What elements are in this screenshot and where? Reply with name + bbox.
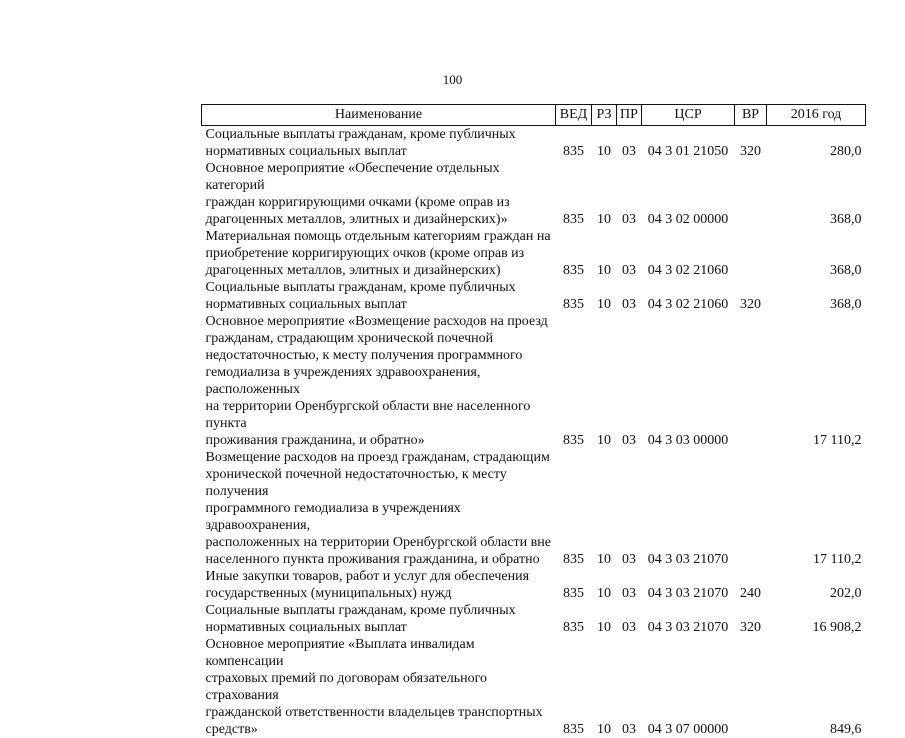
row-name-line: гражданской ответственности владельцев транспортных: [206, 704, 556, 721]
row-name: [202, 228, 556, 279]
table-row: [202, 160, 866, 228]
row-csr: 04 3 07 00000: [642, 636, 735, 738]
row-name: [202, 279, 556, 313]
row-pr: 03: [617, 636, 642, 738]
row-vr: [735, 160, 767, 228]
row-vr: 240: [735, 568, 767, 602]
row-ved: 835: [556, 228, 592, 279]
header-pr: ПР: [617, 105, 642, 126]
row-name: [202, 313, 556, 449]
row-csr: 04 3 01 21050: [642, 126, 735, 161]
row-rz: 10: [592, 126, 617, 161]
row-vr: 320: [735, 126, 767, 161]
row-csr: 04 3 02 21060: [642, 228, 735, 279]
table-row: [202, 636, 866, 738]
row-ved: 835: [556, 160, 592, 228]
row-ved: 835: [556, 126, 592, 161]
header-name: Наименование: [202, 105, 556, 126]
row-pr: 03: [617, 279, 642, 313]
row-csr: 04 3 03 21070: [642, 602, 735, 636]
row-csr: 04 3 03 21070: [642, 449, 735, 568]
row-name-line: проживания гражданина, и обратно»: [206, 432, 556, 449]
row-ved: 835: [556, 602, 592, 636]
row-name-line: Материальная помощь отдельным категориям граждан на: [206, 228, 556, 245]
table-body: [202, 126, 866, 738]
page-number: 100: [0, 72, 905, 88]
budget-table: [201, 104, 866, 738]
table-row: [202, 449, 866, 568]
row-name: [202, 568, 556, 602]
row-name: [202, 160, 556, 228]
header-ved: ВЕД: [556, 105, 592, 126]
row-amount: 202,0: [767, 568, 866, 602]
table-row: [202, 568, 866, 602]
row-name-line: гемодиализа в учреждениях здравоохранения, расположенных: [206, 364, 556, 398]
row-name-line: нормативных социальных выплат: [206, 143, 556, 160]
row-amount: 16 908,2: [767, 602, 866, 636]
row-rz: 10: [592, 636, 617, 738]
row-amount: 368,0: [767, 228, 866, 279]
table-row: [202, 228, 866, 279]
header-amount: 2016 год: [767, 105, 866, 126]
row-vr: [735, 636, 767, 738]
row-ved: 835: [556, 449, 592, 568]
row-csr: 04 3 02 21060: [642, 279, 735, 313]
row-name: [202, 126, 556, 161]
row-rz: 10: [592, 568, 617, 602]
row-name-line: Возмещение расходов на проезд гражданам, страдающим: [206, 449, 556, 466]
row-rz: 10: [592, 449, 617, 568]
row-amount: 280,0: [767, 126, 866, 161]
row-name-line: нормативных социальных выплат: [206, 619, 556, 636]
row-name-line: хронической почечной недостаточностью, к месту получения: [206, 466, 556, 500]
row-name-line: Основное мероприятие «Обеспечение отдельных категорий: [206, 160, 556, 194]
row-vr: 320: [735, 279, 767, 313]
row-name-line: граждан корригирующими очками (кроме оправ из: [206, 194, 556, 211]
row-name-line: Основное мероприятие «Возмещение расходов на проезд: [206, 313, 556, 330]
row-rz: 10: [592, 279, 617, 313]
row-ved: 835: [556, 568, 592, 602]
header-rz: РЗ: [592, 105, 617, 126]
row-pr: 03: [617, 602, 642, 636]
row-ved: 835: [556, 313, 592, 449]
row-name-line: населенного пункта проживания гражданина, и обратно: [206, 551, 556, 568]
row-name-line: государственных (муниципальных) нужд: [206, 585, 556, 602]
row-csr: 04 3 03 00000: [642, 313, 735, 449]
row-name-line: драгоценных металлов, элитных и дизайнерских): [206, 262, 556, 279]
table-row: [202, 279, 866, 313]
row-vr: [735, 228, 767, 279]
row-name-line: Основное мероприятие «Выплата инвалидам компенсации: [206, 636, 556, 670]
row-pr: 03: [617, 313, 642, 449]
row-csr: 04 3 02 00000: [642, 160, 735, 228]
row-name-line: программного гемодиализа в учреждениях здравоохранения,: [206, 500, 556, 534]
row-name-line: гражданам, страдающим хронической почечной: [206, 330, 556, 347]
row-amount: 17 110,2: [767, 313, 866, 449]
row-name-line: драгоценных металлов, элитных и дизайнерских)»: [206, 211, 556, 228]
row-name: [202, 636, 556, 738]
row-name-line: расположенных на территории Оренбургской области вне: [206, 534, 556, 551]
row-name-line: Социальные выплаты гражданам, кроме публичных: [206, 279, 556, 296]
row-rz: 10: [592, 313, 617, 449]
row-amount: 368,0: [767, 279, 866, 313]
table-row: [202, 126, 866, 161]
row-rz: 10: [592, 228, 617, 279]
table-header-row: [202, 105, 866, 126]
row-pr: 03: [617, 449, 642, 568]
row-pr: 03: [617, 568, 642, 602]
row-amount: 17 110,2: [767, 449, 866, 568]
row-pr: 03: [617, 160, 642, 228]
header-csr: ЦСР: [642, 105, 735, 126]
row-amount: 849,6: [767, 636, 866, 738]
row-vr: 320: [735, 602, 767, 636]
row-csr: 04 3 03 21070: [642, 568, 735, 602]
row-vr: [735, 449, 767, 568]
table-row: [202, 313, 866, 449]
row-name-line: недостаточностью, к месту получения программного: [206, 347, 556, 364]
row-name-line: Социальные выплаты гражданам, кроме публичных: [206, 126, 556, 143]
row-amount: 368,0: [767, 160, 866, 228]
row-name-line: Иные закупки товаров, работ и услуг для обеспечения: [206, 568, 556, 585]
row-name-line: Социальные выплаты гражданам, кроме публичных: [206, 602, 556, 619]
row-name-line: страховых премий по договорам обязательного страхования: [206, 670, 556, 704]
row-name-line: на территории Оренбургской области вне населенного пункта: [206, 398, 556, 432]
header-vr: ВР: [735, 105, 767, 126]
row-pr: 03: [617, 228, 642, 279]
row-name: [202, 602, 556, 636]
table-row: [202, 602, 866, 636]
row-name: [202, 449, 556, 568]
row-pr: 03: [617, 126, 642, 161]
row-rz: 10: [592, 160, 617, 228]
row-name-line: средств»: [206, 721, 556, 738]
row-ved: 835: [556, 636, 592, 738]
row-name-line: приобретение корригирующих очков (кроме оправ из: [206, 245, 556, 262]
row-ved: 835: [556, 279, 592, 313]
row-rz: 10: [592, 602, 617, 636]
row-vr: [735, 313, 767, 449]
row-name-line: нормативных социальных выплат: [206, 296, 556, 313]
